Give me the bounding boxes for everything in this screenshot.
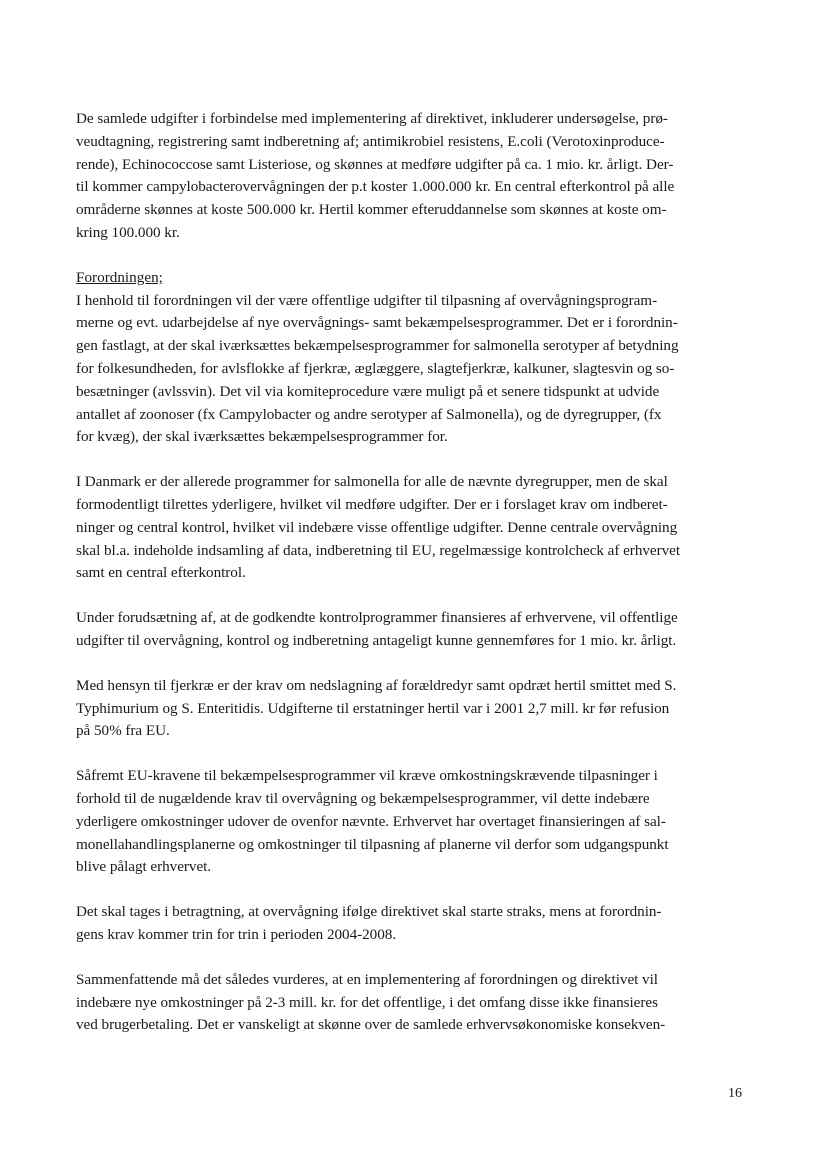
paragraph-summary: Sammenfattende må det således vurderes, at en implementering af forordningen og direktivet vil indebære nye omkostninger på 2-3 mill. kr. for det offentlige, i det omfang disse ikke finansieres ved brugerbetaling. Det er vanskeligt at skønne over de samlede erhvervsøkonomiske konsekven- (76, 970, 666, 1034)
section-heading: Forordningen; (76, 268, 163, 286)
paragraph-eu-requirements: Såfremt EU-kravene til bekæmpelsesprogrammer vil kræve omkostningskrævende tilpasninger i forhold til de nugældende krav til overvågning og bekæmpelsesprogrammer, vil dette indebære yderligere omkostninger udover de ovenfor nævnte. Erhvervet har overtaget finansieringen af sal- monellahandlingsplanerne og omkostninger til tilpasning af planerne vil derfor som udgangspunkt blive pålagt erhvervet. (76, 767, 669, 876)
paragraph-timeline: Det skal tages i betragtning, at overvågning ifølge direktivet skal starte straks, mens at forordnin- gens krav kommer trin for trin i perioden 2004-2008. (76, 903, 662, 943)
paragraph-poultry: Med hensyn til fjerkræ er der krav om nedslagning af forældredyr samt opdræt hertil smittet med S. Typhimurium og S. Enteritidis. Udgifterne til erstatninger hertil var i 2001 2,7 mill. kr før refusion på 50% fra EU. (76, 676, 677, 740)
paragraph-financing: Under forudsætning af, at de godkendte kontrolprogrammer finansieres af erhvervene, vil offentlige udgifter til overvågning, kontrol og indberetning antageligt kunne gennemføres for 1 mio. kr. årligt. (76, 609, 678, 649)
page-number: 16 (728, 1086, 742, 1101)
paragraph-denmark-programs: I Danmark er der allerede programmer for salmonella for alle de nævnte dyregrupper, men de skal formodentligt tilrettes yderligere, hvilket vil medføre udgifter. Der er i forslaget krav om indberet- ninger og central kontrol, hvilket vil indebære visse offentlige udgifter. Denne centrale overvågning skal bl.a. indeholde indsamling af data, indberetning til EU, regelmæssige kontrolcheck af erhvervet samt en central efterkontrol. (76, 473, 681, 582)
paragraph-regulation: I henhold til forordningen vil der være offentlige udgifter til tilpasning af overvågningsprogram- merne og evt. udarbejdelse af nye overvågnings- samt bekæmpelsesprogrammer. Det er i forordnin- gen fastlagt, at der skal iværksættes bekæmpelsesprogrammer for salmonella serotyper af betydning for folkesundheden, for avlsflokke af fjerkræ, æglæggere, slagtefjerkræ, kalkuner, slagtesvin og so- besætninger (avlssvin). Det vil via komiteprocedure være muligt på et senere tidspunkt at udvide antallet af zoonoser (fx Campylobacter og andre serotyper af Salmonella), og de dyregrupper, (fx for kvæg), der skal iværksættes bekæmpelsesprogrammer for. (76, 291, 679, 446)
section-regulation (76, 267, 756, 449)
document-page (76, 108, 756, 1059)
paragraph-costs-directive: De samlede udgifter i forbindelse med implementering af direktivet, inkluderer undersøgelse, prø- veudtagning, registrering samt indberetning af; antimikrobiel resistens, E.coli (Verotoxinproduce- rende), Echinococcose samt Listeriose, og skønnes at medføre udgifter på ca. 1 mio. kr. årligt. Der- til kommer campylobacterovervågningen der p.t koster 1.000.000 kr. En central efterkontrol på alle områderne skønnes at koste 500.000 kr. Hertil kommer efteruddannelse som skønnes at koste om- kring 100.000 kr. (76, 110, 675, 241)
